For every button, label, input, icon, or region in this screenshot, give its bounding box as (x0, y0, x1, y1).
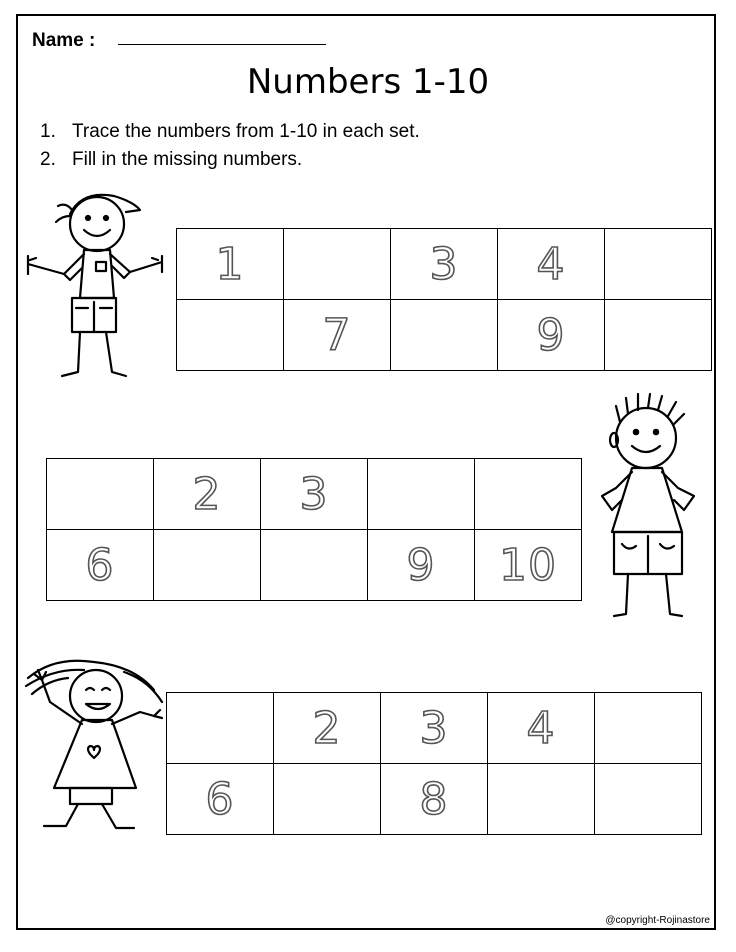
trace-number: 10 (499, 539, 557, 591)
number-cell[interactable] (391, 300, 498, 371)
trace-number: 2 (312, 702, 342, 754)
trace-number: 1 (215, 238, 245, 290)
number-cell[interactable] (498, 229, 605, 300)
number-cell[interactable] (284, 229, 391, 300)
trace-number: 3 (419, 702, 449, 754)
number-cell[interactable] (595, 764, 702, 835)
number-cell[interactable] (595, 693, 702, 764)
grid-row (177, 229, 712, 300)
trace-number: 4 (536, 238, 566, 290)
name-label: Name : (32, 30, 96, 51)
number-cell[interactable] (498, 300, 605, 371)
instruction-text: Fill in the missing numbers. (72, 149, 303, 170)
number-cell[interactable] (167, 693, 274, 764)
number-cell[interactable] (154, 459, 261, 530)
spiky-hair-boy-illustration (588, 392, 708, 622)
grid-row (167, 764, 702, 835)
grid-row (177, 300, 712, 371)
instruction-item (40, 118, 420, 146)
number-set-2 (46, 458, 582, 601)
trace-number: 9 (536, 309, 566, 361)
number-cell[interactable] (284, 300, 391, 371)
number-cell[interactable] (368, 459, 475, 530)
trace-number: 6 (85, 539, 115, 591)
number-set-3 (166, 692, 702, 835)
number-cell[interactable] (488, 693, 595, 764)
copyright-text: @copyright-Rojinastore (605, 915, 710, 926)
grid-row (167, 693, 702, 764)
trace-number: 4 (526, 702, 556, 754)
number-cell[interactable] (47, 530, 154, 601)
number-set-1 (176, 228, 712, 371)
girl-illustration (24, 650, 166, 840)
page-title: Numbers 1-10 (246, 62, 490, 102)
trace-number: 7 (322, 309, 352, 361)
trace-number: 8 (419, 773, 449, 825)
number-cell[interactable] (605, 300, 712, 371)
number-cell[interactable] (605, 229, 712, 300)
instruction-text: Trace the numbers from 1-10 in each set. (72, 121, 420, 142)
number-cell[interactable] (381, 693, 488, 764)
number-cell[interactable] (475, 459, 582, 530)
trace-number: 9 (406, 539, 436, 591)
instructions-list (40, 118, 420, 174)
grid-row (47, 530, 582, 601)
boy-with-cap-illustration (22, 186, 172, 386)
number-cell[interactable] (261, 459, 368, 530)
number-cell[interactable] (167, 764, 274, 835)
instruction-number: 2. (40, 149, 56, 170)
trace-number: 3 (429, 238, 459, 290)
number-cell[interactable] (274, 693, 381, 764)
number-cell[interactable] (261, 530, 368, 601)
trace-number: 2 (192, 468, 222, 520)
number-cell[interactable] (488, 764, 595, 835)
trace-number: 3 (299, 468, 329, 520)
grid-row (47, 459, 582, 530)
number-cell[interactable] (177, 300, 284, 371)
number-cell[interactable] (381, 764, 488, 835)
instruction-item (40, 146, 420, 174)
instruction-number: 1. (40, 121, 56, 142)
number-cell[interactable] (154, 530, 261, 601)
name-field-line[interactable] (118, 44, 326, 45)
number-cell[interactable] (475, 530, 582, 601)
number-cell[interactable] (391, 229, 498, 300)
number-cell[interactable] (47, 459, 154, 530)
trace-number: 6 (205, 773, 235, 825)
number-cell[interactable] (177, 229, 284, 300)
number-cell[interactable] (368, 530, 475, 601)
number-cell[interactable] (274, 764, 381, 835)
